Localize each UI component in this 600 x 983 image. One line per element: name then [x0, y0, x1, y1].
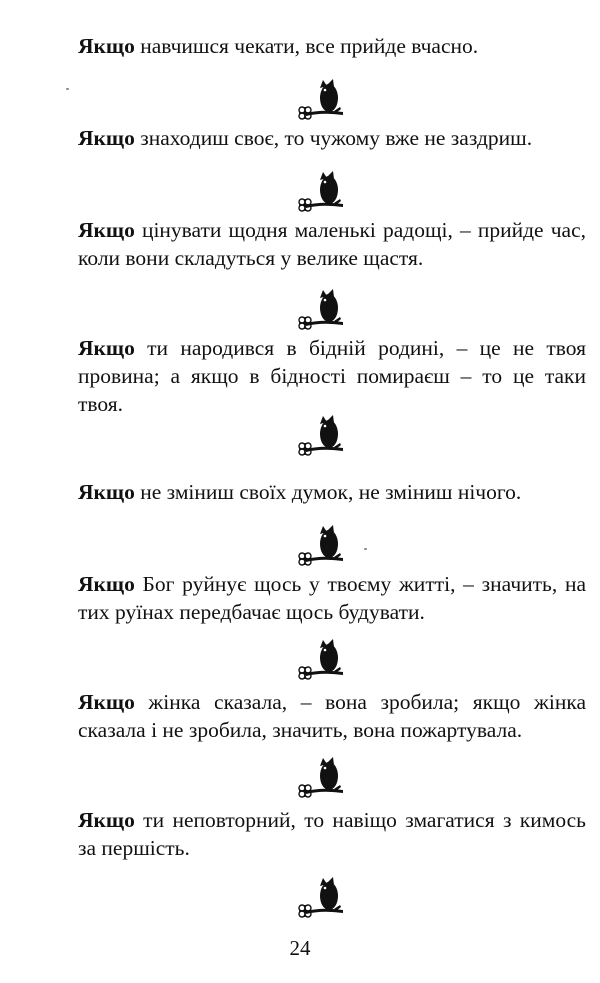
- quote-8: [78, 806, 586, 862]
- owl-ornament-icon: [296, 634, 346, 680]
- owl-ornament-icon: [296, 520, 346, 566]
- quote-lead: Якщо: [78, 808, 135, 832]
- quote-lead: Якщо: [78, 336, 135, 360]
- owl-ornament-icon: [296, 752, 346, 798]
- print-speck: [364, 548, 367, 550]
- owl-ornament-icon: [296, 166, 346, 212]
- quote-4: [78, 334, 586, 418]
- quote-7: [78, 688, 586, 744]
- owl-ornament-icon: [296, 872, 346, 918]
- quote-text: знаходиш своє, то чужому вже не заздриш.: [134, 126, 533, 150]
- quote-text: Бог руйнує щось у твоєму житті, – значить, на тих руїнах передбачає щось будувати.: [78, 572, 586, 624]
- quote-text: навчишся чекати, все прийде вчасно.: [134, 34, 479, 58]
- quote-lead: Якщо: [78, 480, 135, 504]
- quote-lead: Якщо: [78, 218, 135, 242]
- quote-text: ти народився в бідній родині, – це не твоя провина; а якщо в бідності помираєш – то це таки твоя.: [78, 336, 586, 416]
- quote-lead: Якщо: [78, 34, 135, 58]
- quote-text: цінувати щодня маленькі радощі, – прийде час, коли вони складуться у велике щастя.: [78, 218, 586, 270]
- quote-text: не зміниш своїх думок, не зміниш нічого.: [134, 480, 522, 504]
- quote-text: жінка сказала, – вона зробила; якщо жінка сказала і не зробила, значить, вона пожартувала.: [78, 690, 586, 742]
- quote-5: [78, 478, 586, 506]
- print-speck: [66, 88, 69, 90]
- quote-6: [78, 570, 586, 626]
- quote-lead: Якщо: [78, 690, 135, 714]
- owl-ornament-icon: [296, 410, 346, 456]
- quote-3: [78, 216, 586, 272]
- quote-lead: Якщо: [78, 572, 135, 596]
- quote-lead: Якщо: [78, 126, 135, 150]
- page-number: 24: [289, 936, 311, 960]
- quote-1: [78, 32, 586, 60]
- quote-2: [78, 124, 586, 152]
- owl-ornament-icon: [296, 74, 346, 120]
- owl-ornament-icon: [296, 284, 346, 330]
- quote-text: ти неповторний, то навіщо змагатися з кимось за першість.: [78, 808, 586, 860]
